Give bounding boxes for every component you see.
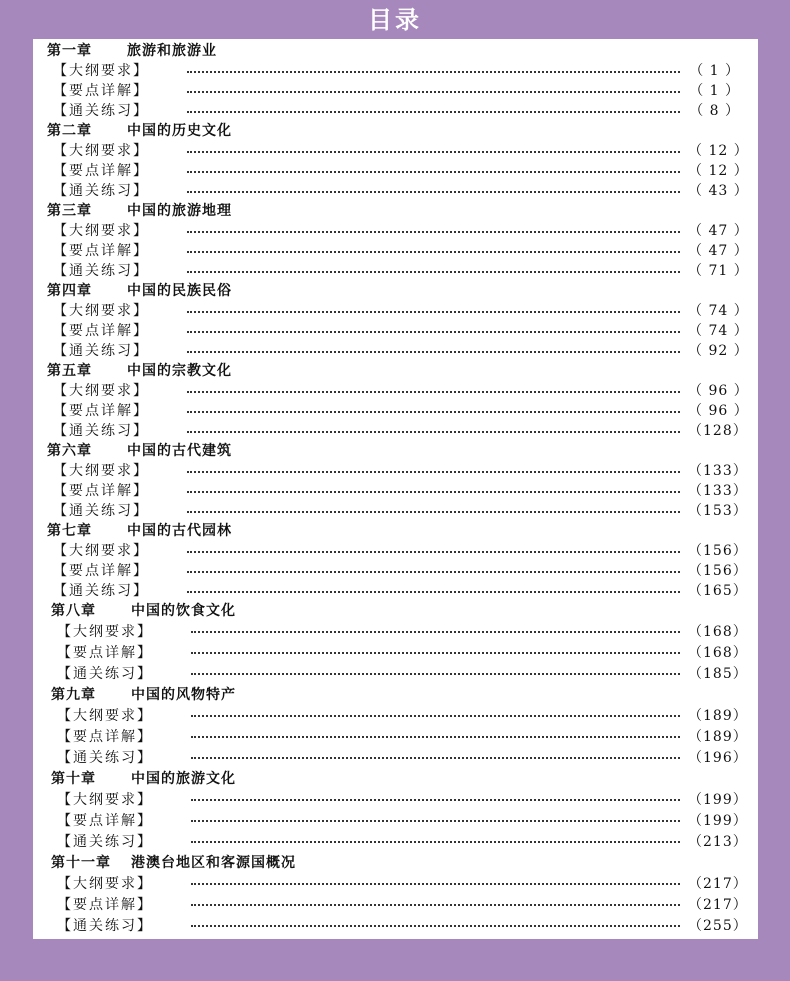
page-number: （133） [688, 463, 748, 479]
dot-leader [187, 511, 680, 513]
toc-entry[interactable] [51, 725, 748, 746]
page-number: （165） [688, 583, 748, 599]
dot-leader [187, 111, 680, 113]
entry-label: 【通关练习】 [53, 343, 149, 359]
page-number: （ 96 ） [688, 383, 749, 399]
dot-leader [187, 331, 680, 333]
chapter-number: 第二章 [47, 123, 92, 139]
toc-entry[interactable] [51, 662, 748, 683]
chapter-title: 中国的古代园林 [127, 523, 232, 539]
entry-label: 【通关练习】 [53, 103, 149, 119]
toc-entry[interactable] [47, 320, 749, 340]
dot-leader [191, 820, 680, 822]
page-number: （156） [688, 563, 748, 579]
toc-entry[interactable] [47, 340, 749, 360]
chapter-heading[interactable] [51, 767, 740, 788]
toc-entry[interactable] [47, 540, 748, 560]
dot-leader [187, 191, 680, 193]
dot-leader [191, 757, 680, 759]
dot-leader [187, 551, 680, 553]
dot-leader [191, 631, 680, 633]
entry-label: 【大纲要求】 [53, 303, 149, 319]
chapter-title: 中国的民族民俗 [127, 283, 232, 299]
toc-entry[interactable] [51, 872, 748, 893]
dot-leader [191, 673, 680, 675]
chapter-number: 第三章 [47, 203, 92, 219]
entry-label: 【通关练习】 [53, 423, 149, 439]
entry-label: 【通关练习】 [57, 665, 153, 682]
chapter-heading[interactable] [47, 360, 740, 380]
page-number: （ 47 ） [688, 223, 749, 239]
toc-entry[interactable] [51, 788, 748, 809]
toc-entry[interactable] [51, 746, 748, 767]
entry-label: 【通关练习】 [53, 583, 149, 599]
page-number: （ 71 ） [688, 263, 749, 279]
page-number: （196） [688, 749, 748, 766]
toc-group [47, 40, 749, 600]
entry-label: 【大纲要求】 [53, 223, 149, 239]
page-number: （133） [688, 483, 748, 499]
entry-label: 【通关练习】 [53, 503, 149, 519]
toc-entry[interactable] [51, 893, 748, 914]
toc-entry[interactable] [47, 460, 748, 480]
page-number: （156） [688, 543, 748, 559]
chapter-number: 第十章 [51, 770, 96, 787]
entry-label: 【大纲要求】 [53, 463, 149, 479]
chapter-number: 第七章 [47, 523, 92, 539]
chapter-title: 中国的旅游地理 [127, 203, 232, 219]
chapter-number: 第五章 [47, 363, 92, 379]
entry-label: 【要点详解】 [57, 896, 153, 913]
entry-label: 【要点详解】 [57, 644, 153, 661]
chapter-heading[interactable] [47, 280, 740, 300]
entry-label: 【要点详解】 [53, 483, 149, 499]
chapter-heading[interactable] [47, 440, 740, 460]
toc-paper [33, 39, 758, 939]
dot-leader [187, 151, 680, 153]
dot-leader [187, 231, 680, 233]
toc-entry[interactable] [47, 80, 740, 100]
toc-entry[interactable] [47, 380, 749, 400]
dot-leader [191, 883, 680, 885]
chapter-title: 中国的饮食文化 [131, 602, 236, 619]
toc-entry[interactable] [47, 240, 749, 260]
page-number: （ 92 ） [688, 343, 749, 359]
toc-entry[interactable] [47, 220, 749, 240]
entry-label: 【要点详解】 [53, 83, 149, 99]
page-number: （199） [688, 812, 748, 829]
chapter-heading[interactable] [51, 851, 740, 872]
dot-leader [191, 904, 680, 906]
entry-label: 【通关练习】 [57, 833, 153, 850]
dot-leader [187, 471, 680, 473]
page-number: （255） [688, 917, 748, 934]
entry-label: 【大纲要求】 [57, 707, 153, 724]
entry-label: 【通关练习】 [53, 263, 149, 279]
entry-label: 【通关练习】 [53, 183, 149, 199]
dot-leader [191, 715, 680, 717]
page-number: （189） [688, 728, 748, 745]
toc-entry[interactable] [47, 420, 748, 440]
page-number: （185） [688, 665, 748, 682]
page-number: （ 1 ） [689, 63, 740, 79]
page-number: （128） [688, 423, 748, 439]
toc-entry[interactable] [47, 300, 749, 320]
page-number: （199） [688, 791, 748, 808]
page-number: （ 12 ） [688, 163, 749, 179]
toc-entry[interactable] [51, 809, 748, 830]
dot-leader [187, 391, 680, 393]
toc-entry[interactable] [51, 641, 748, 662]
chapter-number: 第九章 [51, 686, 96, 703]
dot-leader [187, 251, 680, 253]
page-number: （ 74 ） [688, 303, 749, 319]
toc-entry[interactable] [47, 140, 749, 160]
chapter-heading[interactable] [47, 40, 740, 60]
page-number: （ 8 ） [689, 103, 740, 119]
dot-leader [187, 591, 680, 593]
toc-entry[interactable] [47, 580, 748, 600]
page-number: （168） [688, 644, 748, 661]
chapter-heading[interactable] [47, 520, 740, 540]
entry-label: 【大纲要求】 [57, 875, 153, 892]
entry-label: 【大纲要求】 [53, 143, 149, 159]
entry-label: 【大纲要求】 [53, 63, 149, 79]
chapter-title: 港澳台地区和客源国概况 [131, 854, 296, 871]
toc-entry[interactable] [47, 400, 749, 420]
dot-leader [187, 351, 680, 353]
page-number: （ 12 ） [688, 143, 749, 159]
dot-leader [187, 311, 680, 313]
toc-entry[interactable] [47, 180, 749, 200]
page-number: （217） [688, 896, 748, 913]
chapter-title: 旅游和旅游业 [127, 43, 217, 59]
toc-entry[interactable] [47, 160, 749, 180]
chapter-heading[interactable] [51, 683, 740, 704]
entry-label: 【要点详解】 [53, 243, 149, 259]
dot-leader [187, 91, 680, 93]
chapter-number: 第六章 [47, 443, 92, 459]
chapter-number: 第一章 [47, 43, 92, 59]
toc-entry[interactable] [51, 620, 748, 641]
table-of-contents [47, 40, 749, 935]
page-number: （153） [688, 503, 748, 519]
dot-leader [191, 841, 680, 843]
dot-leader [191, 736, 680, 738]
toc-entry[interactable] [51, 704, 748, 725]
dot-leader [191, 925, 680, 927]
entry-label: 【通关练习】 [57, 917, 153, 934]
toc-entry[interactable] [47, 260, 749, 280]
chapter-heading[interactable] [47, 200, 740, 220]
entry-label: 【要点详解】 [53, 403, 149, 419]
toc-entry[interactable] [47, 100, 740, 120]
toc-entry[interactable] [51, 830, 748, 851]
page-number: （ 1 ） [689, 83, 740, 99]
dot-leader [187, 71, 680, 73]
chapter-title: 中国的历史文化 [127, 123, 232, 139]
toc-entry[interactable] [47, 500, 748, 520]
chapter-heading[interactable] [47, 120, 740, 140]
page-number: （213） [688, 833, 748, 850]
chapter-number: 第十一章 [51, 854, 111, 871]
chapter-number: 第四章 [47, 283, 92, 299]
dot-leader [187, 571, 680, 573]
page-number: （168） [688, 623, 748, 640]
page-number: （ 43 ） [688, 183, 749, 199]
entry-label: 【要点详解】 [57, 728, 153, 745]
toc-entry[interactable] [47, 480, 748, 500]
page-number: （189） [688, 707, 748, 724]
chapter-title: 中国的古代建筑 [127, 443, 232, 459]
chapter-title: 中国的风物特产 [131, 686, 236, 703]
page-number: （ 47 ） [688, 243, 749, 259]
toc-entry[interactable] [51, 914, 748, 935]
chapter-heading[interactable] [51, 599, 740, 620]
entry-label: 【要点详解】 [53, 563, 149, 579]
entry-label: 【要点详解】 [53, 163, 149, 179]
entry-label: 【要点详解】 [57, 812, 153, 829]
dot-leader [187, 411, 680, 413]
entry-label: 【通关练习】 [57, 749, 153, 766]
entry-label: 【大纲要求】 [53, 543, 149, 559]
dot-leader [187, 271, 680, 273]
toc-group [47, 599, 748, 935]
dot-leader [191, 799, 680, 801]
dot-leader [187, 171, 680, 173]
page-number: （ 74 ） [688, 323, 749, 339]
dot-leader [191, 652, 680, 654]
chapter-title: 中国的宗教文化 [127, 363, 232, 379]
chapter-title: 中国的旅游文化 [131, 770, 236, 787]
entry-label: 【大纲要求】 [53, 383, 149, 399]
chapter-number: 第八章 [51, 602, 96, 619]
entry-label: 【大纲要求】 [57, 623, 153, 640]
toc-entry[interactable] [47, 60, 740, 80]
dot-leader [187, 491, 680, 493]
page-title: 目录 [368, 6, 422, 34]
dot-leader [187, 431, 680, 433]
page-number: （217） [688, 875, 748, 892]
toc-entry[interactable] [47, 560, 748, 580]
entry-label: 【要点详解】 [53, 323, 149, 339]
entry-label: 【大纲要求】 [57, 791, 153, 808]
page-number: （ 96 ） [688, 403, 749, 419]
